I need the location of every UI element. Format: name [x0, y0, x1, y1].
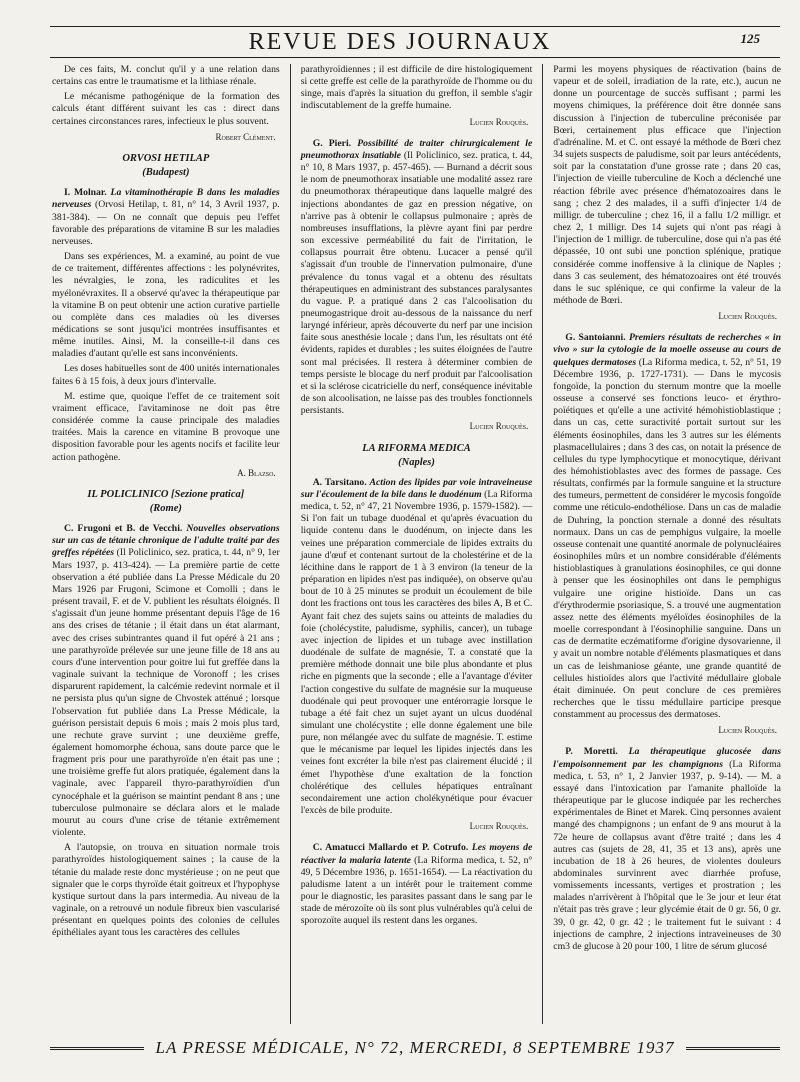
footer-publication-line: LA PRESSE MÉDICALE, N° 72, MERCREDI, 8 SEPTEMBRE 1937	[155, 1038, 675, 1057]
entry-reference: (La Riforma medica, t. 52, n° 51, 19 Décembre 1936, p. 1727-1731). — Dans le mycosis fongoïde, la ponction du sternum montre que la moelle osseuse a conservé ses fonctions leuco- et érythro-poïétiques et qu'elle a une activité hémohistioblastique ; dans un cas, cette suractivité portait surtout sur les éléments éosinophiles, dans les 3 autres sur les éléments plasmacellulaires ; dans 3 des cas, on notait la présence de cellules du type lymphocytique et monocytique, dérivant des hémohistioblastes avec des formes de passage. Ces résultats, confirmés par la formule sanguine et la structure des tumeurs, permettent de considérer le mycosis fongoïde comme une réticulo-endothéliose. Dans un cas de maladie de Duhring, la ponction sternale a donné des résultats normaux. Dans un cas de pemphigus vulgaire, la moelle osseuse contenait une quantité anormale de polynucléaires éosinophiles mûrs et un nombre considérable d'éléments histioblastiques à granulations éosinophiles, ce qui donne à penser que les éosinophiles ont dans le pemphigus vulgaire une origine histioïde. Dans un cas d'érythrodermie psoriasique, S. a trouvé une augmentation assez nette des éléments myéloïdes éosinophiles de la moelle correspondant à l'éosinophilie sanguine. Dans un cas de dermatite eczématiforme d'origine dysovarienne, il y avait un nombre notable d'éléments plasmatiques et dans un cas de leishmaniose géante, une grande quantité de cellules histioïdes alors que l'activité médullaire globale était diminuée. On peut conclure de ces premières recherches que le tissu médullaire participe presque constamment au processus des dermatoses.	[553, 356, 781, 721]
entry-reference: (La Riforma medica, t. 52, n° 49, 5 Décembre 1936, p. 1651-1654). — La réactivation du paludisme latent a un intérêt pour le traitement comme pour le diagnostic, les parasites passant dans le sang par le stade de mérozoïte où ils sont plus vulnérables qu'à celui de sporozoïte auquel ils restent dans les organes.	[300, 854, 533, 927]
header-top-rule	[50, 26, 780, 27]
paragraph: Dans ses expériences, M. a examiné, au point de vue de ce traitement, différentes affections : les polynévrites, les névralgies, le zona, les radiculites et les myélonévraxites. Il a observé qu'avec la thérapeutique par la vitamine B on peut obtenir une action curative partielle ou complète dans ces maladies où les diverses médications se sont jusqu'ici montrées insuffisantes et même inutiles. Ainsi, M. la conseille-t-il dans ces maladies d'autant qu'elle est sans inconvénients.	[52, 251, 280, 360]
entry-title: La thérapeutique glucosée dans l'empoisonnement par les champignons	[553, 746, 781, 770]
reviewer-signature: Lucien Rouquès.	[718, 725, 777, 736]
journal-heading: LA RIFORMA MEDICA	[362, 442, 471, 454]
entry-author: I. Molnar.	[64, 187, 107, 199]
paragraph: Parmi les moyens physiques de réactivation (bains de vapeur et de soleil, irradiation de la rate, etc.), aucun ne donne un pourcentage de succès suffisant ; parmi les moyens chimiques, la préférence doit être donnée sans discussion à l'injection de tuberculine préconisée par Bœri, certainement plus efficace que l'injection d'adrénaline. M. et C. ont essayé la méthode de Bœri chez 34 sujets suspects de paludisme, soit par leurs antécédents, soit par la constatation d'une grosse rate ; dans 20 cas, l'injection de vieille tuberculine de Koch a déclenché une réaction fébrile avec présence d'hématozoaires dans le sang ; chez 2 des malades, il a suffi d'injecter 1/4 de milligr. de tuberculine ; chez 16, il a fallu 1/2 milligr. et chez 2, 1 milligr. Des 14 sujets qui n'ont pas réagi à l'injection de 1 milligr. de tuberculine, dose qui n'a pas été dépassée, 10 ont subi une ponction splénique, pratique considérée comme inoffensive à la clinique de Naples ; dans 3 cas seulement, des hématozoaires ont été trouvés dans le suc splénique, ce qui confirme la valeur de la méthode de Bœri.	[553, 64, 781, 306]
abstract-entry	[301, 842, 533, 927]
page-footer	[50, 1038, 780, 1058]
entry-title: Action des lipides par voie intraveineuse sur l'écoulement de la bile dans le duodénum	[300, 476, 533, 500]
entry-reference: (La Riforma medica, t. 52, n° 47, 21 Novembre 1936, p. 1579-1582). — Si l'on fait un tubage duodénal et qu'après évacuation du liquide contenu dans le duodénum, on injecte dans les veines une préparation commerciale de lipides extraits du jaune d'œuf et contenant surtout de la cholestérine et de la lécithine dans le rapport de 1 à 3 environ (la teneur de la préparation en lipides n'est pas indiquée), on observe qu'au bout de 10 à 25 minutes se produit un écoulement de bile dont les fractions ont tous les caractères des biles A, B et C. Ayant fait chez des sujets sains ou atteints de maladies du foie (cholécystite, paludisme, syphilis, cancer), un tubage avec injection de lipides et un tubage avec instillation duodénale de sulfate de magnésie, T. a constaté que la première méthode donnait une bile plus abondante et plus riche en pigments que la seconde ; elle a l'avantage d'éviter l'action congestive du sulfate de magnésie sur la muqueuse duodénale qui peut provoquer une entérorragie lorsque le tubage a été fait chez un sujet ayant un ulcus duodénal simulant une cholécystite ; elle donne également une bile pure, non mélangée avec du sulfate de magnésie. T. estime que le mécanisme par lequel les lipides injectés dans les veines font excréter la bile n'est pas clairement élucidé ; il émet l'hypothèse d'une exaltation de la fonction cholérétique des cellules hépatiques entraînant secondairement une action cholékynétique pour évacuer l'excès de bile produite.	[300, 489, 533, 817]
entry-author: C. Amatucci Mallardo et P. Cotrufo.	[312, 842, 469, 854]
abstract-entry	[52, 523, 280, 839]
entry-title: Premiers résultats de recherches « in vivo » sur la cytologie de la moelle osseuse au cours de quelques dermatoses	[553, 332, 781, 368]
entry-author: P. Moretti.	[565, 746, 618, 758]
entry-author: A. Tarsitano.	[312, 476, 367, 488]
column-middle	[291, 64, 544, 1024]
entry-reference: (Orvosi Hetilap, t. 81, n° 14, 3 Avril 1937, p. 381-384). — On ne connaît que depuis peu l'effet favorable des préparations de vitamine B sur les maladies nerveuses.	[52, 199, 280, 247]
abstract-entry	[301, 477, 533, 817]
abstract-entry	[301, 138, 533, 418]
footer-rule-left	[50, 1047, 144, 1050]
entry-reference: (Il Policlinico, sez. pratica, t. 44, n° 9, 1er Mars 1937, p. 413-424). — La première partie de cette observation a été publiée dans La Presse Médicale du 20 Mars 1926 par Frugoni, Scimone et Comolli ; dans le présent travail, F. et de V. publient les résultats éloignés. Il s'agissait d'un jeune homme présentant depuis l'âge de 16 ans des crises de tétanie ; il était dans un état alarmant, avec des crises subintrantes quand il fut opéré à 21 ans ; une parathyroïde prélevée sur une jeune fille de 18 ans au cours d'une intervention pour goitre lui fut greffée dans la vaginale suivant la technique de Voronoff ; les crises disparurent rapidement, la calcémie redevint normale et il ne persista plus qu'un signe de Chvostek atténué ; lorsque l'observation fut publiée dans La Presse Médicale, la guérison persistait depuis 6 mois ; mais 2 mois plus tard, une rechute grave survint ; une deuxième greffe, également homomorphe échoua, sans doute parce que le fragment pris pour une parathyroïde n'en était pas une ; une troisième greffe fut alors pratiquée, également dans la vaginale, avec l'appareil thyro-parathyroïdien d'un cynocéphale et la guérison se maintint pendant 8 ans ; une tuberculose pulmonaire se déclara alors et le malade mourut au cours d'une crise de tétanie extrêmement violente.	[52, 547, 280, 839]
journal-city: (Rome)	[149, 503, 182, 514]
journal-city: (Budapest)	[142, 167, 190, 179]
entry-title: Possibilité de traiter chirurgicalement le pneumothorax insatiable	[300, 137, 533, 161]
entry-title: Les moyens de réactiver la malaria latente	[300, 842, 533, 866]
entry-author: G. Santoianni.	[565, 332, 626, 344]
entry-reference: (La Riforma medica, t. 53, n° 1, 2 Janvier 1937, p. 9-14). — M. a essayé dans l'intoxication par l'amanite phalloïde la thérapeutique par le glucose indiquée par les recherches expérimentales de Binet et Marek. Cinq personnes avaient mangé des champignons ; un enfant de 9 ans mourut à la 72e heure de collapsus avant d'être traité ; dans les 4 autres cas (sujets de 28, 41, 35 et 13 ans), après une incubation de 18 à 26 heures, de violentes douleurs abdominales survinrent avec diarrhée profuse, vomissements incessants, vertiges et prostration ; les malades n'arrivèrent à l'hôpital que le 3e jour et leur état n'était pas très grave ; leur glycémie était de 0 gr. 56, 0 gr. 39, 0 gr. 42, 0 gr. 42 ; le traitement fut le suivant : 4 injections de camphre, 2 injections intraveineuses de 30 cm3 de glucose à 20 pour 100, 1 litre de sérum glucosé	[553, 758, 781, 952]
paragraph: M. estime que, quoique l'effet de ce traitement soit vraiment efficace, l'avitaminose ne doit pas être considérée comme la cause principale des maladies traitées. Mais la carence en vitamine B provoque une disposition favorable pour les agents nocifs et facilite leur action pathogène.	[52, 390, 280, 463]
reviewer-signature: Lucien Rouquès.	[469, 116, 529, 127]
paragraph: A l'autopsie, on trouva en situation normale trois parathyroïdes histologiquement saines ; la cause de la tétanie du malade reste donc mystérieuse ; on ne peut que signaler que le corps thyroïde était goitreux et l'hypophyse kystique surtout dans la pars intermedia. Au niveau de la vaginale, on a retrouvé un nodule fibreux bien vascularisé présentant en quelques points des colonies de cellules épithéliales ayant tous les caractères des cellules	[52, 842, 280, 939]
paragraph: Le mécanisme pathogénique de la formation des calculs étant différent suivant les cas : direct dans certaines circonstances rares, infectieux le plus souvent.	[52, 91, 280, 127]
reviewer-signature: Lucien Rouquès.	[469, 821, 529, 832]
reviewer-signature: Lucien Rouquès.	[469, 421, 529, 432]
column-left	[52, 64, 291, 1024]
entry-reference: (Il Policlinico, sez. pratica, t. 44, n° 10, 8 Mars 1937, p. 457-465). — Burnand a décrit sous le nom de pneumothorax insatiable une modalité assez rare du pneumothorax thérapeutique dans laquelle malgré des injections abondantes de gaz en pression négative, on n'arrive pas à obtenir le collapsus pulmonaire ; après de nombreuses insufflations, la plèvre ayant fini par perdre son excessive perméabilité du fait de l'irritation, le collapsus pourrait être obtenu. Lucacer a pensé qu'il s'agissait d'un trouble de l'innervation pulmonaire, d'une prévalence du tonus vagal et a obtenu des résultats thérapeutiques en administrant des substances paralysantes du vague. P. a pratiqué dans 2 cas l'alcoolisation du pneumogastrique droit au-dessous de la naissance du nerf laryngé inférieur, après découverte du nerf par une incision faite sous anesthésie locale ; dans l'un, les résultats ont été évidents, rapides et durables ; les suites éloignées de l'autre sont mal précisées. Il restera à déterminer combien de temps persiste le blocage du nerf produit par l'alcoolisation et si la sclérose cicatricielle du nerf, conséquence inévitable de son alcoolisation, ne laisse pas des troubles fonctionnels persistants.	[300, 149, 533, 417]
footer-rule-right	[686, 1047, 780, 1050]
abstract-entry	[52, 187, 280, 248]
entry-title: Nouvelles observations sur un cas de tétanie chronique de l'adulte traité par des greffes répétées	[52, 523, 280, 559]
reviewer-signature: A. Blazso.	[237, 467, 276, 478]
journal-section-title: REVUE DES JOURNAUX	[248, 29, 552, 55]
reviewer-signature: Robert Clément.	[215, 131, 276, 142]
reviewer-signature: Lucien Rouquès.	[718, 311, 777, 322]
journal-city: (Naples)	[398, 456, 435, 468]
abstract-entry	[553, 746, 781, 953]
entry-author: G. Pieri.	[312, 137, 352, 149]
entry-author: C. Frugoni et B. de Vecchi.	[64, 523, 183, 535]
header-bottom-rule	[50, 57, 780, 58]
paragraph: parathyroïdiennes ; il est difficile de dire histologiquement si cette greffe est celle de la parathyroïde de l'homme ou du singe, mais d'après la situation du greffon, il semble s'agir indiscutablement de la greffe humaine.	[300, 64, 533, 112]
journal-heading: IL POLICLINICO [Sezione pratica]	[87, 488, 245, 500]
article-columns	[52, 64, 781, 1024]
paragraph: De ces faits, M. conclut qu'il y a une relation dans certains cas entre le traumatisme et la lithiase rénale.	[52, 64, 280, 88]
paragraph: Les doses habituelles sont de 400 unités internationales faites 6 à 15 fois, à deux jours d'intervalle.	[52, 363, 280, 387]
entry-title: La vitaminothérapie B dans les maladies nerveuses	[52, 187, 280, 211]
journal-heading: ORVOSI HETILAP	[122, 152, 210, 164]
page-number: 125	[740, 31, 760, 46]
column-right	[543, 64, 781, 1024]
abstract-entry	[553, 332, 781, 721]
